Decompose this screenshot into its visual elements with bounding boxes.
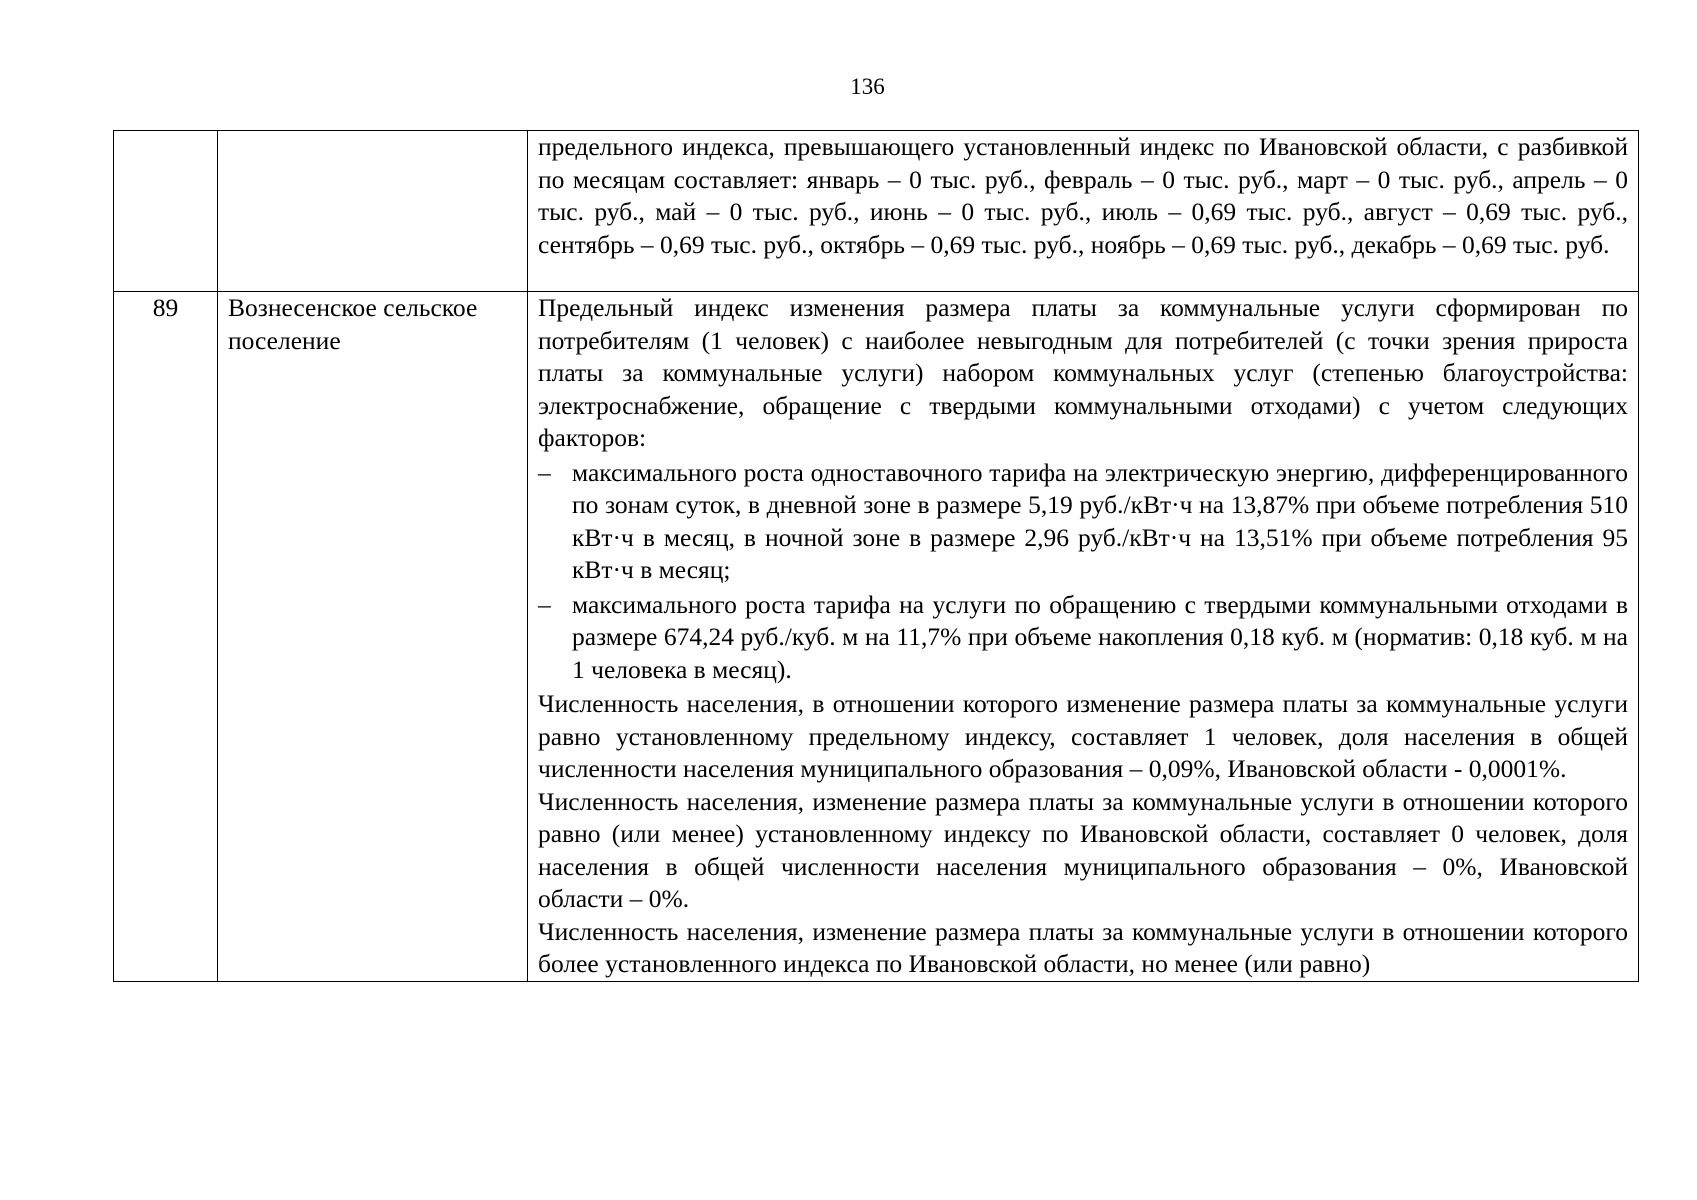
factors-list <box>538 457 1628 687</box>
table-row <box>114 131 1639 292</box>
page-number: 136 <box>850 74 885 99</box>
list-item <box>538 589 1628 687</box>
row-number-cell <box>114 131 218 292</box>
description-cell <box>528 292 1639 982</box>
municipality-name-cell: Вознесенское сельское поселение <box>218 292 528 982</box>
intro-paragraph: Предельный индекс изменения размера платы за коммунальные услуги сформирован по потребителям (1 человек) с наиболее невыгодным для потребителей (с точки зрения прироста платы за коммунальные услуги) набором коммунальных услуг (степенью благоустройства: электроснабжение, обращение с твердыми коммунальными отходами) с учетом следующих факторов: <box>538 293 1628 452</box>
list-item <box>538 457 1628 587</box>
municipality-name-cell <box>218 131 528 292</box>
dash-marker: – <box>538 457 551 487</box>
population-paragraph: Численность населения, в отношении которого изменение размера платы за коммунальные услуги равно установленному предельному индексу, составляет 1 человек, доля населения в общей численности населения муниципального образования – 0,09%, Ивановской области - 0,0001%. <box>538 689 1628 783</box>
population-paragraph: Численность населения, изменение размера платы за коммунальные услуги в отношении которого более установленного индекса по Ивановской области, но менее (или равно) <box>538 916 1628 978</box>
continuation-paragraph: предельного индекса, превышающего установленный индекс по Ивановской области, с разбивкой по месяцам составляет: январь – 0 тыс. руб., февраль – 0 тыс. руб., март – 0 тыс. руб., апрель – 0 тыс. руб., май – 0 тыс. руб., июнь – 0 тыс. руб., июль – 0,69 тыс. руб., август – 0,69 тыс. руб., сентябрь – 0,69 тыс. руб., октябрь – 0,69 тыс. руб., ноябрь – 0,69 тыс. руб., декабрь – 0,69 тыс. руб. <box>538 132 1628 259</box>
document-table <box>113 130 1639 982</box>
population-paragraph: Численность населения, изменение размера платы за коммунальные услуги в отношении которого равно (или менее) установленному индексу по Ивановской области, составляет 0 человек, доля населения в общей численности населения муниципального образования – 0%, Ивановской области – 0%. <box>538 786 1628 913</box>
dash-marker: – <box>538 589 551 619</box>
table-row <box>114 292 1639 982</box>
description-cell <box>528 131 1639 292</box>
list-item-text: максимального роста одноставочного тарифа на электрическую энергию, дифференцированного по зонам суток, в дневной зоне в размере 5,19 руб./кВт·ч на 13,87% при объеме потребления 510 кВт·ч в месяц, в ночной зоне в размере 2,96 руб./кВт·ч на 13,51% при объеме потребления 95 кВт·ч в месяц; <box>572 457 1628 584</box>
list-item-text: максимального роста тарифа на услуги по обращению с твердыми коммунальными отходами в размере 674,24 руб./куб. м на 11,7% при объеме накопления 0,18 куб. м (норматив: 0,18 куб. м на 1 человека в месяц). <box>572 589 1628 684</box>
row-number-cell: 89 <box>114 292 218 982</box>
